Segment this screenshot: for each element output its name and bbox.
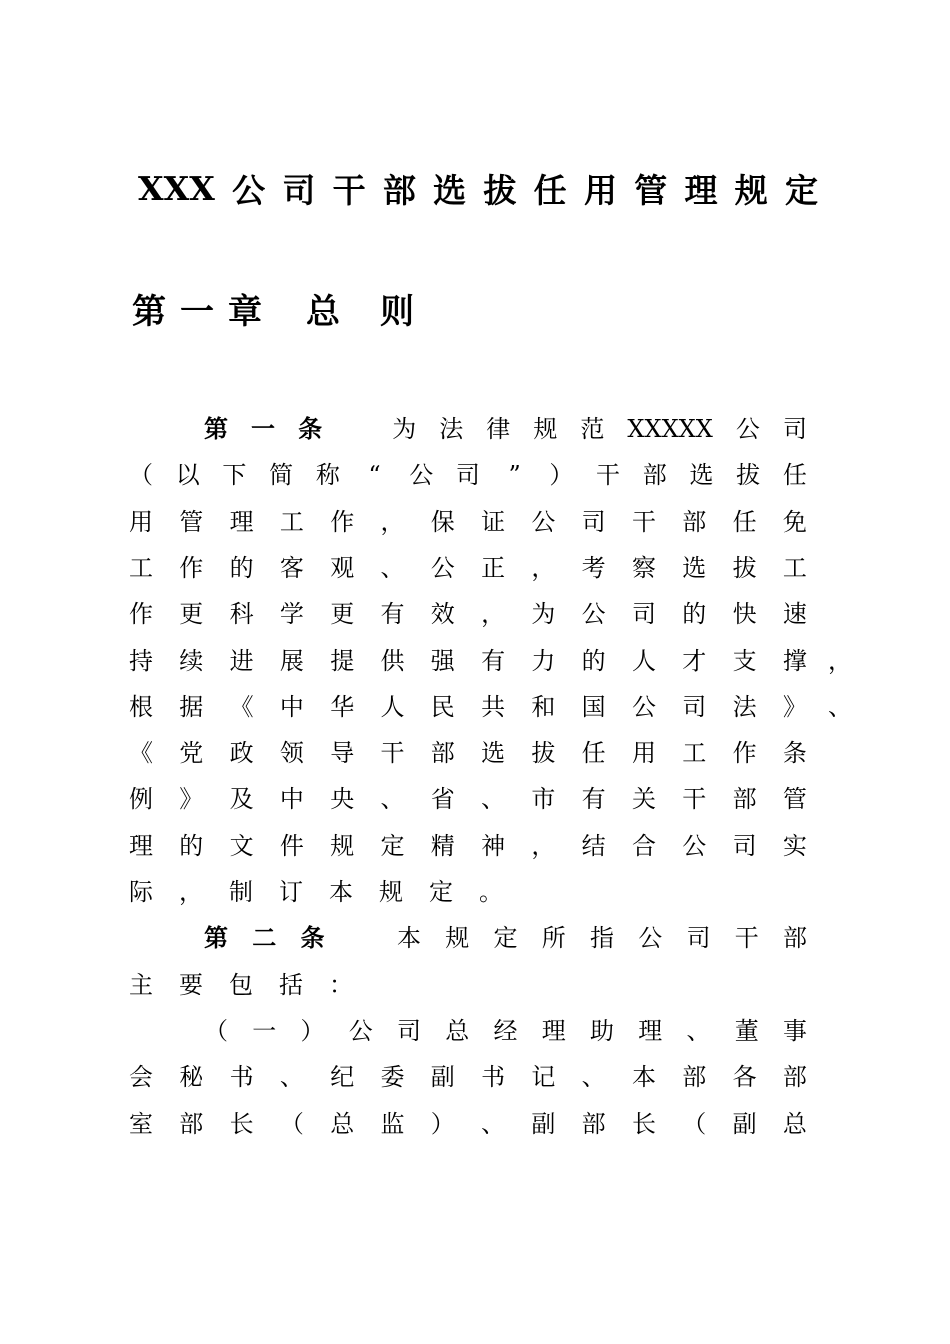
body-line [129,1060,807,1094]
body-glyph: 部 [782,1063,807,1091]
body-glyph: 法 [439,415,464,443]
body-glyph: 书 [229,1063,254,1091]
body-glyph: 司 [782,415,807,443]
article-label-glyph: 一 [251,414,276,443]
body-glyph: 为 [531,600,556,628]
body-glyph: 中 [279,693,304,721]
body-glyph: 以 [175,461,200,489]
body-glyph: 公 [430,554,455,582]
body-glyph: 本 [397,924,421,952]
body-glyph: 理 [541,1017,566,1045]
body-glyph: 更 [330,600,355,628]
body-glyph: 总 [445,1017,470,1045]
body-glyph: 关 [631,785,656,813]
title-glyph: 选 [433,170,467,210]
body-glyph: 拔 [736,461,761,489]
body-line [129,875,807,909]
body-glyph: ， [481,600,506,628]
body-glyph: 规 [379,878,403,906]
title-glyph: 公 [232,170,266,210]
body-glyph: 证 [481,508,506,536]
body-glyph: 的 [179,832,204,860]
body-glyph [349,921,373,955]
body-glyph: 称 [315,461,340,489]
body-glyph: 党 [179,739,204,767]
title-glyph: 管 [634,170,668,210]
body-glyph: 工 [129,554,153,582]
chapter-glyph: 总 [306,292,340,332]
body-glyph: 精 [430,832,455,860]
body-line [204,412,807,446]
body-glyph: 人 [631,647,656,675]
body-glyph: 部 [581,1110,606,1138]
body-glyph: 作 [129,600,153,628]
body-glyph: 、 [380,554,405,582]
body-glyph: 、 [279,1063,304,1091]
body-glyph: 部 [430,739,455,767]
body-glyph: 定 [380,832,405,860]
body-glyph: 司 [732,832,757,860]
body-glyph: 律 [486,415,511,443]
body-glyph: 进 [229,647,254,675]
body-glyph: “ [368,461,381,489]
body-glyph: 助 [590,1017,614,1045]
body-glyph: 的 [581,647,606,675]
body-glyph: 会 [129,1063,153,1091]
body-glyph: 、 [380,785,405,813]
body-glyph: 人 [380,693,405,721]
body-glyph: 司 [397,1017,421,1045]
body-glyph: 部 [682,1063,707,1091]
body-glyph: 董 [734,1017,759,1045]
article-label-glyph: 第 [204,923,228,952]
title-glyph: 规 [734,170,768,210]
body-glyph: 委 [380,1063,405,1091]
body-glyph: 政 [229,739,254,767]
body-glyph: 、 [481,1110,506,1138]
body-glyph: （ [204,1017,228,1045]
line-end-punctuation: ， [828,647,852,675]
title-glyph: 定 [785,170,818,210]
body-glyph: 司 [581,508,606,536]
body-glyph: 管 [179,508,204,536]
body-glyph: （ [279,1110,304,1138]
title-glyph: 干 [332,170,366,210]
body-glyph: 合 [631,832,656,860]
title-glyph: XXX [138,168,215,208]
body-glyph: 部 [783,924,807,952]
body-glyph: 指 [590,924,614,952]
body-glyph: 。 [479,878,503,906]
body-glyph: 理 [638,1017,663,1045]
body-glyph: 保 [430,508,455,536]
body-glyph: 学 [279,600,304,628]
body-glyph: （ [682,1110,707,1138]
body-glyph: 有 [581,785,606,813]
chapter-glyph: 章 [228,292,262,332]
body-glyph: 长 [229,1110,254,1138]
body-glyph: 任 [782,461,807,489]
body-glyph: 公 [638,924,663,952]
title-glyph: 任 [533,170,567,210]
body-glyph: 据 [179,693,204,721]
title-glyph: 用 [583,170,617,210]
body-glyph: ： [329,971,353,999]
body-glyph: 作 [179,554,204,582]
body-glyph: 支 [732,647,757,675]
body-glyph: 公 [581,600,606,628]
body-glyph: 际 [129,878,153,906]
body-glyph: ） [549,461,574,489]
body-glyph: 副 [732,1110,757,1138]
body-glyph: 察 [631,554,656,582]
body-glyph: 中 [279,785,304,813]
title-glyph: 部 [382,170,416,210]
body-glyph: 有 [481,647,506,675]
body-glyph: 部 [642,461,667,489]
body-glyph: 干 [734,924,759,952]
body-glyph: 简 [269,461,294,489]
body-line [129,1107,807,1141]
body-glyph: 才 [682,647,707,675]
body-glyph: 拔 [732,554,757,582]
body-glyph: 领 [279,739,304,767]
body-glyph: 的 [229,554,254,582]
body-glyph: ” [508,461,521,489]
body-glyph: ， [179,878,203,906]
body-glyph: 效 [430,600,455,628]
body-glyph: 作 [732,739,757,767]
body-glyph: 神 [481,832,506,860]
body-glyph: 结 [581,832,606,860]
body-glyph: 供 [380,647,405,675]
body-glyph: 市 [531,785,556,813]
body-glyph: 国 [581,693,606,721]
body-glyph: 华 [330,693,355,721]
body-glyph: （ [129,461,153,489]
body-glyph: ， [380,508,405,536]
body-glyph: 要 [179,971,203,999]
body-glyph: 拔 [531,739,556,767]
body-line [204,921,807,955]
body-glyph: 导 [330,739,355,767]
title-glyph: 司 [282,170,316,210]
body-line [204,1014,807,1048]
body-glyph: 强 [430,647,455,675]
body-line [129,505,807,539]
body-glyph: 司 [682,693,707,721]
body-glyph: 包 [229,971,253,999]
body-glyph: 》 [782,693,807,721]
body-glyph: 选 [682,554,707,582]
line-end-punctuation: 、 [828,693,852,721]
article-label-glyph: 第 [204,414,228,443]
body-glyph: 、 [581,1063,606,1091]
body-line [129,736,807,770]
body-glyph: 室 [129,1110,153,1138]
body-glyph: 《 [129,739,153,767]
body-glyph: ） [300,1017,325,1045]
body-glyph: 观 [330,554,355,582]
body-glyph: 本 [631,1063,656,1091]
body-glyph: ， [531,832,556,860]
body-glyph: 副 [531,1110,556,1138]
body-glyph: 事 [783,1017,807,1045]
body-glyph: 作 [330,508,355,536]
body-glyph: 工 [782,554,807,582]
body-glyph: 考 [581,554,606,582]
body-glyph: 总 [782,1110,807,1138]
title-glyph: 拔 [483,170,517,210]
article-label-glyph: 条 [300,923,325,952]
body-glyph: 民 [430,693,455,721]
body-glyph: 工 [279,508,304,536]
body-glyph: 的 [682,600,707,628]
body-glyph: XXXXX [627,415,713,443]
body-line [129,690,807,724]
body-glyph: 更 [179,600,204,628]
body-glyph: ， [531,554,556,582]
body-glyph: 选 [689,461,714,489]
body-glyph: 一 [252,1017,277,1045]
body-glyph: 副 [430,1063,455,1091]
body-glyph: 工 [682,739,707,767]
body-glyph: 所 [541,924,566,952]
body-glyph: 任 [732,508,757,536]
body-line [129,968,807,1002]
body-glyph: 干 [380,739,405,767]
body-glyph: 纪 [330,1063,355,1091]
body-glyph: 公 [682,832,707,860]
body-glyph: 省 [430,785,455,813]
body-glyph: 干 [631,508,656,536]
body-glyph: 快 [732,600,757,628]
title-glyph: 理 [684,170,718,210]
body-glyph: 定 [493,924,518,952]
body-glyph: 公 [531,508,556,536]
body-glyph: 范 [580,415,605,443]
body-glyph: 各 [732,1063,757,1091]
body-glyph: 订 [279,878,303,906]
body-glyph: 规 [330,832,355,860]
body-line [129,458,807,492]
body-glyph: 用 [631,739,656,767]
body-glyph: 公 [735,415,760,443]
body-glyph: 理 [129,832,153,860]
body-glyph: 公 [409,461,434,489]
body-glyph: 续 [179,647,204,675]
body-glyph: 条 [782,739,807,767]
body-glyph: 展 [279,647,304,675]
body-glyph: 理 [229,508,254,536]
body-glyph: 文 [229,832,254,860]
body-glyph: 法 [732,693,757,721]
body-glyph: 科 [229,600,254,628]
body-glyph: 规 [533,415,558,443]
body-glyph: 用 [129,508,153,536]
article-label-glyph: 二 [252,923,277,952]
body-glyph [345,412,369,446]
body-glyph: 部 [682,508,707,536]
body-glyph: 干 [596,461,621,489]
body-glyph: 记 [531,1063,556,1091]
body-glyph: 司 [455,461,480,489]
body-glyph: 下 [222,461,247,489]
body-glyph: 司 [631,600,656,628]
body-glyph: 监 [380,1110,405,1138]
body-glyph: 括 [279,971,303,999]
body-glyph: 正 [481,554,506,582]
body-glyph: 及 [229,785,254,813]
body-glyph: 和 [531,693,556,721]
body-glyph: 经 [493,1017,518,1045]
body-glyph: 选 [481,739,506,767]
body-glyph: 公 [631,693,656,721]
body-glyph: 客 [279,554,304,582]
body-glyph: 《 [229,693,254,721]
body-glyph: 力 [531,647,556,675]
body-line [129,644,807,678]
body-glyph: 、 [686,1017,711,1045]
body-glyph: 根 [129,693,153,721]
body-glyph: 本 [329,878,353,906]
body-line [129,597,807,631]
body-glyph: 总 [330,1110,355,1138]
body-glyph: 速 [782,600,807,628]
body-glyph: 例 [129,785,153,813]
body-glyph: 定 [429,878,453,906]
body-glyph: 共 [481,693,506,721]
body-glyph: 》 [179,785,204,813]
body-glyph: 部 [732,785,757,813]
body-glyph: 主 [129,971,153,999]
body-glyph: 、 [481,785,506,813]
chapter-glyph: 第 [132,292,166,332]
article-label-glyph: 条 [298,414,323,443]
body-glyph: 件 [279,832,304,860]
body-glyph: 秘 [179,1063,204,1091]
body-glyph: 撑 [782,647,807,675]
body-glyph: 持 [129,647,153,675]
body-glyph: 制 [229,878,253,906]
body-glyph: 长 [631,1110,656,1138]
chapter-glyph: 一 [180,292,214,332]
body-glyph: 规 [445,924,470,952]
body-glyph: 部 [179,1110,204,1138]
body-line [129,551,807,585]
body-glyph: 央 [330,785,355,813]
document-title [138,166,818,210]
body-glyph: 实 [782,832,807,860]
body-glyph: 公 [348,1017,373,1045]
body-glyph: 有 [380,600,405,628]
body-glyph: ） [430,1110,455,1138]
body-glyph: 提 [330,647,355,675]
body-glyph: 书 [481,1063,506,1091]
body-glyph: 任 [581,739,606,767]
body-glyph: 免 [782,508,807,536]
body-glyph: 司 [686,924,711,952]
body-glyph: 干 [682,785,707,813]
chapter-glyph: 则 [380,292,414,332]
body-line [129,829,807,863]
body-glyph: 管 [782,785,807,813]
body-glyph: 为 [392,415,417,443]
body-line [129,782,807,816]
